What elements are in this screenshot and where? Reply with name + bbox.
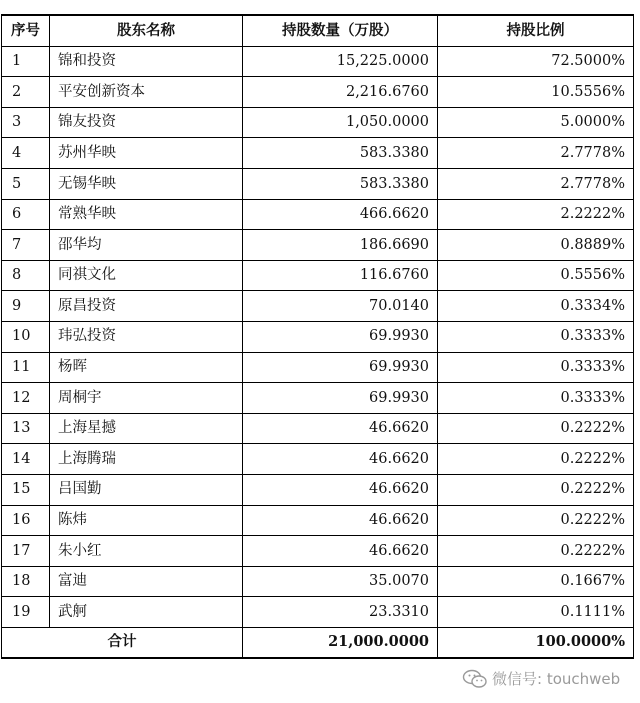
cell-shareholder-name: 朱小红 xyxy=(50,536,243,567)
cell-index: 6 xyxy=(2,199,50,230)
cell-ratio: 0.8889% xyxy=(438,230,634,261)
cell-shares: 2,216.6760 xyxy=(243,77,438,108)
cell-index: 13 xyxy=(2,413,50,444)
cell-shares: 466.6620 xyxy=(243,199,438,230)
table-row xyxy=(2,474,634,505)
cell-ratio: 0.3333% xyxy=(438,352,634,383)
cell-index: 8 xyxy=(2,260,50,291)
cell-shareholder-name: 陈炜 xyxy=(50,505,243,536)
cell-ratio: 72.5000% xyxy=(438,46,634,77)
cell-shares: 46.6620 xyxy=(243,413,438,444)
cell-index: 17 xyxy=(2,536,50,567)
wechat-icon xyxy=(462,669,488,689)
cell-index: 19 xyxy=(2,597,50,628)
cell-ratio: 0.2222% xyxy=(438,444,634,475)
cell-index: 16 xyxy=(2,505,50,536)
cell-shareholder-name: 富迪 xyxy=(50,566,243,597)
cell-shareholder-name: 邵华均 xyxy=(50,230,243,261)
cell-shares: 23.3310 xyxy=(243,597,438,628)
cell-shareholder-name: 常熟华映 xyxy=(50,199,243,230)
cell-shares: 69.9930 xyxy=(243,383,438,414)
cell-index: 3 xyxy=(2,107,50,138)
cell-shares: 46.6620 xyxy=(243,536,438,567)
table-row xyxy=(2,138,634,169)
cell-shares: 46.6620 xyxy=(243,474,438,505)
cell-shares: 186.6690 xyxy=(243,230,438,261)
cell-shares: 116.6760 xyxy=(243,260,438,291)
total-shares: 21,000.0000 xyxy=(243,627,438,658)
cell-index: 2 xyxy=(2,77,50,108)
cell-shares: 15,225.0000 xyxy=(243,46,438,77)
cell-shares: 583.3380 xyxy=(243,168,438,199)
cell-shareholder-name: 杨晖 xyxy=(50,352,243,383)
cell-index: 15 xyxy=(2,474,50,505)
header-ratio: 持股比例 xyxy=(438,15,634,46)
cell-ratio: 0.2222% xyxy=(438,536,634,567)
table-total-row xyxy=(2,627,634,658)
cell-shareholder-name: 武舸 xyxy=(50,597,243,628)
cell-ratio: 0.3333% xyxy=(438,383,634,414)
shareholder-table xyxy=(1,14,634,659)
watermark-text: 微信号: touchweb xyxy=(492,670,621,688)
cell-ratio: 0.2222% xyxy=(438,505,634,536)
cell-index: 12 xyxy=(2,383,50,414)
cell-index: 4 xyxy=(2,138,50,169)
cell-index: 9 xyxy=(2,291,50,322)
table-row xyxy=(2,536,634,567)
cell-shareholder-name: 平安创新资本 xyxy=(50,77,243,108)
cell-index: 1 xyxy=(2,46,50,77)
header-name: 股东名称 xyxy=(50,15,243,46)
cell-shareholder-name: 上海腾瑞 xyxy=(50,444,243,475)
table-row xyxy=(2,597,634,628)
cell-shareholder-name: 周桐宇 xyxy=(50,383,243,414)
cell-shares: 46.6620 xyxy=(243,444,438,475)
cell-index: 10 xyxy=(2,321,50,352)
table-row xyxy=(2,321,634,352)
cell-shares: 35.0070 xyxy=(243,566,438,597)
cell-index: 14 xyxy=(2,444,50,475)
cell-shares: 70.0140 xyxy=(243,291,438,322)
cell-ratio: 2.7778% xyxy=(438,168,634,199)
cell-ratio: 0.3333% xyxy=(438,321,634,352)
cell-shares: 69.9930 xyxy=(243,321,438,352)
cell-shareholder-name: 同祺文化 xyxy=(50,260,243,291)
table-row xyxy=(2,77,634,108)
cell-shareholder-name: 无锡华映 xyxy=(50,168,243,199)
cell-ratio: 2.2222% xyxy=(438,199,634,230)
table-row xyxy=(2,46,634,77)
table-row xyxy=(2,291,634,322)
table-row xyxy=(2,199,634,230)
table-row xyxy=(2,566,634,597)
cell-ratio: 0.1111% xyxy=(438,597,634,628)
table-row xyxy=(2,505,634,536)
table-row xyxy=(2,230,634,261)
cell-shares: 583.3380 xyxy=(243,138,438,169)
cell-shares: 1,050.0000 xyxy=(243,107,438,138)
cell-shareholder-name: 苏州华映 xyxy=(50,138,243,169)
cell-shares: 46.6620 xyxy=(243,505,438,536)
table-row xyxy=(2,383,634,414)
cell-ratio: 0.1667% xyxy=(438,566,634,597)
cell-ratio: 10.5556% xyxy=(438,77,634,108)
header-index: 序号 xyxy=(2,15,50,46)
cell-ratio: 0.2222% xyxy=(438,413,634,444)
table-row xyxy=(2,413,634,444)
table-row xyxy=(2,444,634,475)
total-ratio: 100.0000% xyxy=(438,627,634,658)
cell-ratio: 0.2222% xyxy=(438,474,634,505)
cell-shareholder-name: 原昌投资 xyxy=(50,291,243,322)
cell-shareholder-name: 玮弘投资 xyxy=(50,321,243,352)
table-row xyxy=(2,352,634,383)
cell-ratio: 0.3334% xyxy=(438,291,634,322)
cell-ratio: 2.7778% xyxy=(438,138,634,169)
watermark xyxy=(462,668,620,689)
cell-shareholder-name: 锦和投资 xyxy=(50,46,243,77)
cell-shareholder-name: 锦友投资 xyxy=(50,107,243,138)
cell-index: 18 xyxy=(2,566,50,597)
table-row xyxy=(2,168,634,199)
cell-shares: 69.9930 xyxy=(243,352,438,383)
cell-index: 5 xyxy=(2,168,50,199)
table-row xyxy=(2,107,634,138)
total-label: 合计 xyxy=(2,627,243,658)
cell-index: 11 xyxy=(2,352,50,383)
cell-shareholder-name: 上海星撼 xyxy=(50,413,243,444)
table-row xyxy=(2,260,634,291)
cell-index: 7 xyxy=(2,230,50,261)
table-header-row xyxy=(2,15,634,46)
cell-ratio: 0.5556% xyxy=(438,260,634,291)
cell-shareholder-name: 吕国勤 xyxy=(50,474,243,505)
header-shares: 持股数量（万股） xyxy=(243,15,438,46)
cell-ratio: 5.0000% xyxy=(438,107,634,138)
